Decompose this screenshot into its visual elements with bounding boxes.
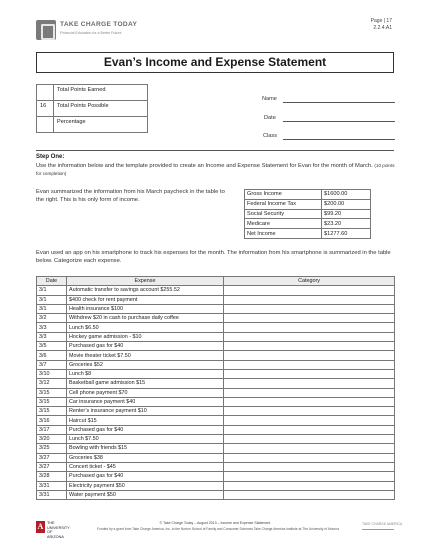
percentage-value[interactable] bbox=[37, 117, 54, 133]
table-row bbox=[37, 369, 395, 378]
expense-description-cell: Purchased gas for $40 bbox=[67, 342, 224, 351]
table-row bbox=[37, 444, 395, 453]
expense-date-cell: 3/1 bbox=[37, 304, 67, 313]
expense-description-cell: Cell phone payment $70 bbox=[67, 388, 224, 397]
table-row bbox=[37, 304, 395, 313]
expense-date-cell: 3/15 bbox=[37, 397, 67, 406]
table-row bbox=[37, 379, 395, 388]
expense-date-cell: 3/7 bbox=[37, 360, 67, 369]
expense-description-cell: Lunch $8 bbox=[67, 369, 224, 378]
expense-description-cell: Lunch $6.50 bbox=[67, 323, 224, 332]
points-row bbox=[37, 85, 148, 101]
footer-copyright: © Take Charge Today – August 2013 – Income and Expense Statement bbox=[159, 521, 271, 525]
category-input-cell[interactable] bbox=[224, 304, 395, 313]
income-label: Net Income bbox=[245, 229, 322, 239]
percentage-label: Percentage bbox=[54, 117, 148, 133]
expense-date-cell: 3/15 bbox=[37, 407, 67, 416]
expense-description-cell: Hockey game admission - $10 bbox=[67, 332, 224, 341]
table-row bbox=[37, 360, 395, 369]
table-row bbox=[37, 295, 395, 304]
expense-description-cell: Groceries $38 bbox=[67, 453, 224, 462]
category-input-cell[interactable] bbox=[224, 295, 395, 304]
expense-date-cell: 3/20 bbox=[37, 435, 67, 444]
income-label: Federal Income Tax bbox=[245, 199, 322, 209]
expense-date-cell: 3/1 bbox=[37, 295, 67, 304]
date-column-header: Date bbox=[37, 277, 67, 286]
expense-description-cell: Water payment $50 bbox=[67, 490, 224, 499]
table-row bbox=[37, 425, 395, 434]
expense-date-cell: 3/3 bbox=[37, 332, 67, 341]
class-label: Class bbox=[263, 133, 277, 139]
expense-date-cell: 3/3 bbox=[37, 323, 67, 332]
class-field[interactable] bbox=[283, 134, 395, 140]
category-input-cell[interactable] bbox=[224, 407, 395, 416]
expense-description-cell: Haircut $15 bbox=[67, 416, 224, 425]
points-table bbox=[36, 84, 148, 133]
category-input-cell[interactable] bbox=[224, 332, 395, 341]
document-code: 2.2.4.A1 bbox=[373, 24, 392, 31]
income-value: $99.20 bbox=[322, 209, 371, 219]
logo-subtitle: Financial Education for a Better Future bbox=[60, 31, 122, 35]
page-info bbox=[371, 18, 392, 32]
income-intro: Evan summarized the information from his March paycheck in the table to the right. This is his only form of income. bbox=[36, 189, 225, 204]
expense-description-cell: Purchased gas for $40 bbox=[67, 472, 224, 481]
category-input-cell[interactable] bbox=[224, 323, 395, 332]
category-input-cell[interactable] bbox=[224, 314, 395, 323]
expense-date-cell: 3/16 bbox=[37, 416, 67, 425]
expense-description-cell: $400 check for rent payment bbox=[67, 295, 224, 304]
expense-date-cell: 3/17 bbox=[37, 425, 67, 434]
expense-intro: Evan used an app on his smartphone to track his expenses for the month. The information from his smartphone is summarized in the table below. Categorize each expense. bbox=[36, 250, 391, 265]
table-row bbox=[37, 407, 395, 416]
table-row bbox=[37, 481, 395, 490]
category-input-cell[interactable] bbox=[224, 472, 395, 481]
expense-description-cell: Groceries $52 bbox=[67, 360, 224, 369]
expense-date-cell: 3/6 bbox=[37, 351, 67, 360]
expense-table bbox=[36, 276, 395, 500]
step-one-heading: Step One: bbox=[36, 154, 65, 160]
expense-header-row bbox=[37, 277, 395, 286]
expense-column-header: Expense bbox=[67, 277, 224, 286]
university-line-1: THE UNIVERSITY bbox=[47, 521, 70, 530]
category-input-cell[interactable] bbox=[224, 416, 395, 425]
points-earned-value[interactable] bbox=[37, 85, 54, 101]
expense-description-cell: Car insurance payment $40 bbox=[67, 397, 224, 406]
category-input-cell[interactable] bbox=[224, 425, 395, 434]
date-field[interactable] bbox=[283, 116, 395, 122]
expense-date-cell: 3/25 bbox=[37, 444, 67, 453]
expense-date-cell: 3/5 bbox=[37, 342, 67, 351]
income-row bbox=[245, 229, 371, 239]
table-row bbox=[37, 323, 395, 332]
table-row bbox=[37, 351, 395, 360]
expense-date-cell: 3/10 bbox=[37, 369, 67, 378]
category-input-cell[interactable] bbox=[224, 369, 395, 378]
expense-description-cell: Withdrew $20 in cash to purchase daily coffee bbox=[67, 314, 224, 323]
tca-logo-mark bbox=[362, 522, 403, 530]
expense-date-cell: 3/27 bbox=[37, 462, 67, 471]
table-row bbox=[37, 397, 395, 406]
table-row bbox=[37, 490, 395, 499]
table-row bbox=[37, 342, 395, 351]
expense-date-cell: 3/2 bbox=[37, 314, 67, 323]
expense-description-cell: Electricity payment $50 bbox=[67, 481, 224, 490]
income-row bbox=[245, 190, 371, 200]
name-label: Name bbox=[262, 96, 277, 102]
take-charge-america-logo bbox=[362, 522, 403, 531]
income-value: $23.20 bbox=[322, 219, 371, 229]
category-input-cell[interactable] bbox=[224, 286, 395, 295]
expense-description-cell: Bowling with friends $15 bbox=[67, 444, 224, 453]
footer-funding: Funded by a grant from Take Charge America, Inc. to the Norton School of Family and Consumer Sciences Take Charge America Institute at The University of Arizona bbox=[97, 527, 339, 531]
income-label: Gross Income bbox=[245, 190, 322, 200]
table-row bbox=[37, 286, 395, 295]
points-note: (10 points for completion) bbox=[36, 163, 395, 177]
expense-date-cell: 3/27 bbox=[37, 453, 67, 462]
points-possible-label: Total Points Possible bbox=[54, 101, 148, 117]
arizona-a-icon bbox=[36, 521, 45, 533]
income-value: $1277.60 bbox=[322, 229, 371, 239]
expense-description-cell: Health insurance $100 bbox=[67, 304, 224, 313]
expense-description-cell: Movie theater ticket $7.50 bbox=[67, 351, 224, 360]
points-row bbox=[37, 117, 148, 133]
expense-table-body bbox=[37, 286, 395, 500]
expense-description-cell: Renter’s insurance payment $10 bbox=[67, 407, 224, 416]
expense-date-cell: 3/31 bbox=[37, 481, 67, 490]
logo-icon bbox=[36, 20, 56, 40]
table-row bbox=[37, 453, 395, 462]
category-input-cell[interactable] bbox=[224, 351, 395, 360]
category-column-header: Category bbox=[224, 277, 395, 286]
section-divider bbox=[36, 150, 394, 151]
expense-description-cell: Concert ticket - $45 bbox=[67, 462, 224, 471]
step-one-instructions bbox=[36, 162, 396, 178]
income-table bbox=[244, 189, 371, 239]
tca-logo-text: TAKE CHARGE AMERICA bbox=[362, 522, 403, 526]
table-row bbox=[37, 472, 395, 481]
expense-description-cell: Lunch $7.50 bbox=[67, 435, 224, 444]
table-row bbox=[37, 435, 395, 444]
logo-title: TAKE CHARGE TODAY bbox=[60, 21, 138, 28]
income-row bbox=[245, 219, 371, 229]
category-input-cell[interactable] bbox=[224, 481, 395, 490]
expense-description-cell: Basketball game admission $15 bbox=[67, 379, 224, 388]
points-possible-value: 16 bbox=[37, 101, 54, 117]
income-label: Medicare bbox=[245, 219, 322, 229]
points-row bbox=[37, 101, 148, 117]
page-number: Page | 17 bbox=[370, 18, 392, 24]
income-label: Social Security bbox=[245, 209, 322, 219]
date-label: Date bbox=[264, 115, 276, 121]
name-field[interactable] bbox=[283, 97, 395, 103]
category-input-cell[interactable] bbox=[224, 490, 395, 499]
university-of-arizona-logo bbox=[36, 521, 68, 539]
expense-description-cell: Purchased gas for $40 bbox=[67, 425, 224, 434]
expense-date-cell: 3/12 bbox=[37, 379, 67, 388]
category-input-cell[interactable] bbox=[224, 444, 395, 453]
expense-date-cell: 3/28 bbox=[37, 472, 67, 481]
category-input-cell[interactable] bbox=[224, 342, 395, 351]
expense-date-cell: 3/1 bbox=[37, 286, 67, 295]
expense-description-cell: Automatic transfer to savings account $255.52 bbox=[67, 286, 224, 295]
page-title: Evan’s Income and Expense Statement bbox=[103, 55, 327, 69]
table-row bbox=[37, 388, 395, 397]
instructions-text: Use the information below and the template provided to create an Income and Expense Statement for Evan for the month of March. bbox=[36, 163, 373, 169]
income-value: $200.00 bbox=[322, 199, 371, 209]
table-row bbox=[37, 314, 395, 323]
income-row bbox=[245, 199, 371, 209]
title-box bbox=[36, 52, 394, 73]
table-row bbox=[37, 332, 395, 341]
category-input-cell[interactable] bbox=[224, 462, 395, 471]
category-input-cell[interactable] bbox=[224, 435, 395, 444]
table-row bbox=[37, 416, 395, 425]
category-input-cell[interactable] bbox=[224, 453, 395, 462]
income-row bbox=[245, 209, 371, 219]
category-input-cell[interactable] bbox=[224, 360, 395, 369]
income-value: $1600.00 bbox=[322, 190, 371, 200]
category-input-cell[interactable] bbox=[224, 388, 395, 397]
table-row bbox=[37, 462, 395, 471]
expense-date-cell: 3/31 bbox=[37, 490, 67, 499]
university-line-2: OF ARIZONA bbox=[47, 530, 64, 540]
take-charge-today-logo bbox=[36, 18, 138, 44]
category-input-cell[interactable] bbox=[224, 397, 395, 406]
university-name bbox=[47, 521, 70, 540]
category-input-cell[interactable] bbox=[224, 379, 395, 388]
points-earned-label: Total Points Earned bbox=[54, 85, 148, 101]
expense-date-cell: 3/15 bbox=[37, 388, 67, 397]
